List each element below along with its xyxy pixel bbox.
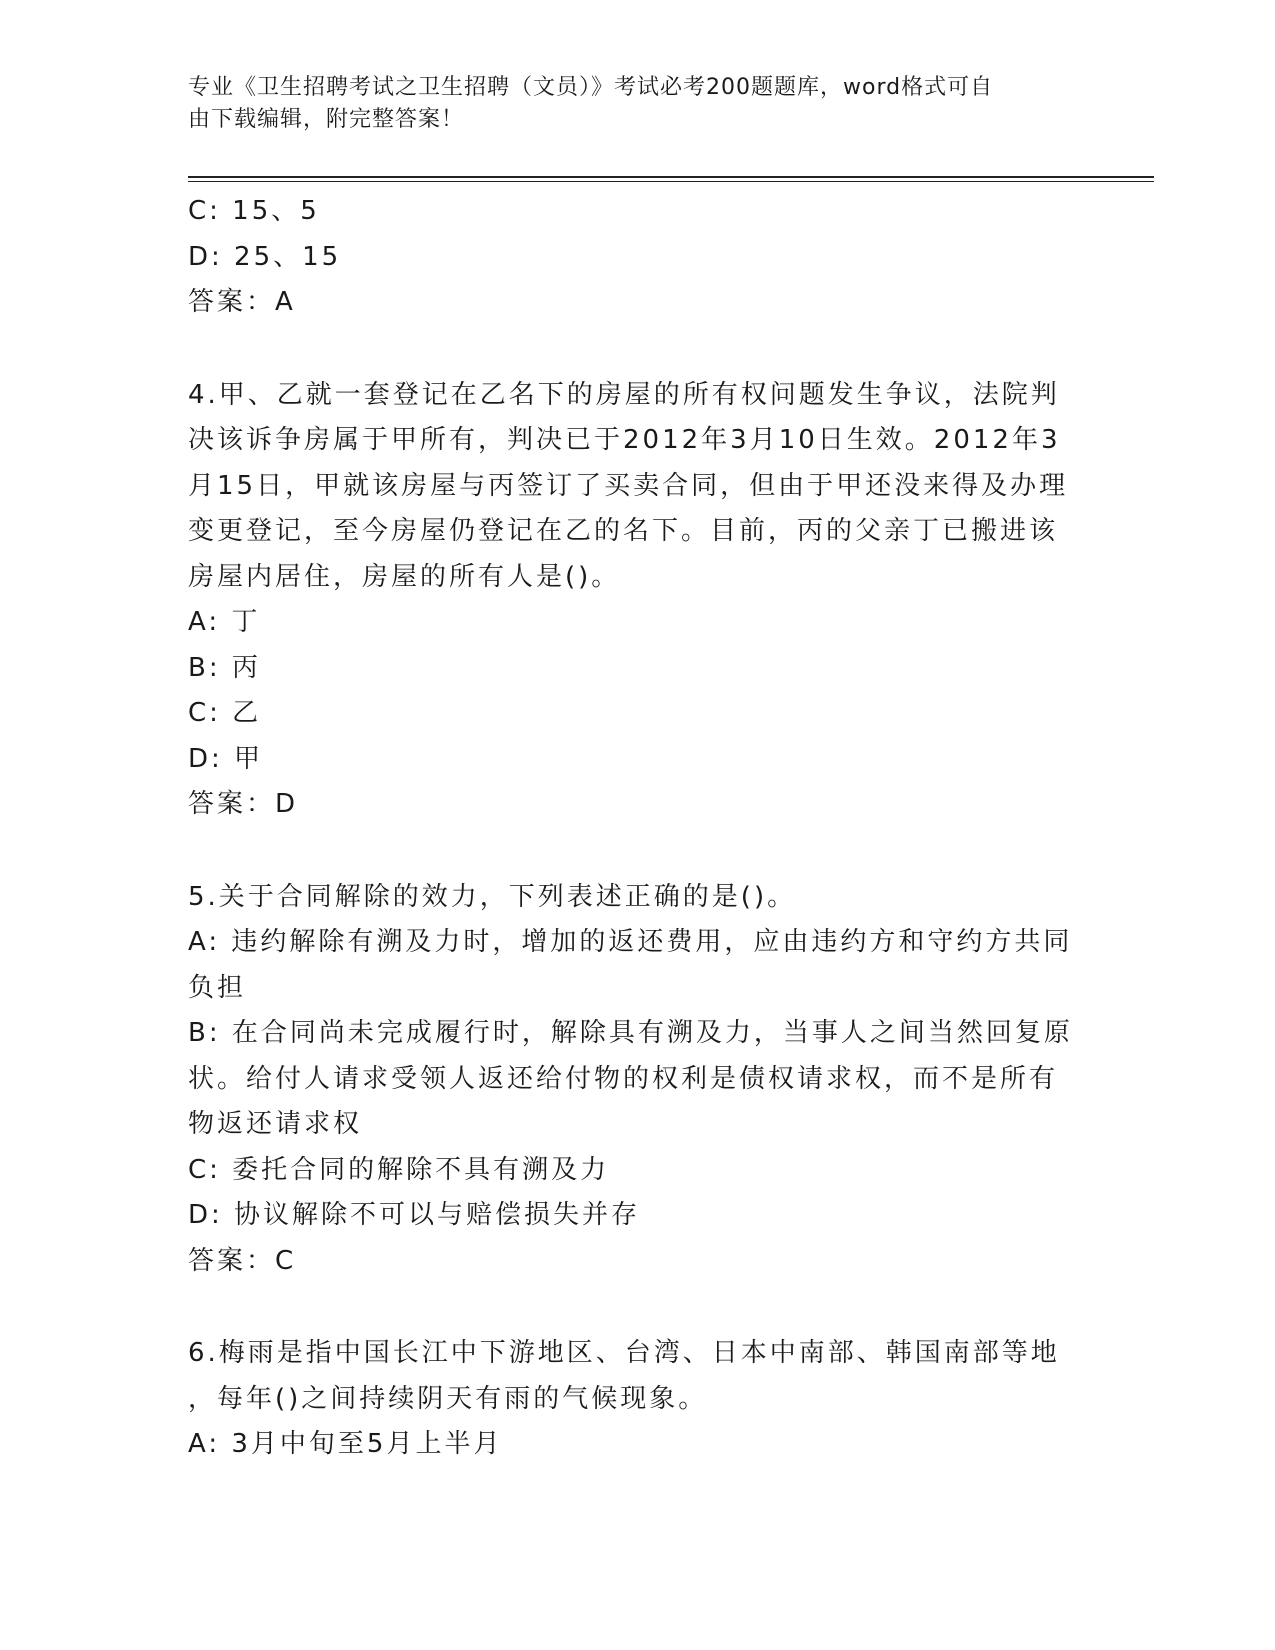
q4-option-d: D: 甲 xyxy=(188,743,264,774)
q5-option-a-line-1: A: 违约解除有溯及力时，增加的返还费用，应由违约方和守约方共同 xyxy=(188,927,1073,957)
q4-stem-line-3: 月15日，甲就该房屋与丙签订了买卖合同，但由于甲还没来得及办理 xyxy=(188,470,1069,501)
q5-stem: 5.关于合同解除的效力，下列表述正确的是()。 xyxy=(188,881,797,912)
question-5 xyxy=(188,875,1078,1285)
q4-option-a: A: 丁 xyxy=(188,607,261,637)
header-line-2: 由下载编辑，附完整答案！ xyxy=(188,107,465,132)
q5-option-b-line-2: 状。给付人请求受领人返还给付物的权利是债权请求权，而不是所有 xyxy=(188,1063,1059,1094)
question-content xyxy=(188,189,1078,1468)
question-6 xyxy=(188,1331,1078,1468)
q6-stem-line-1: 6.梅雨是指中国长江中下游地区、台湾、日本中南部、韩国南部等地 xyxy=(188,1338,1060,1368)
q6-option-a: A: 3月中旬至5月上半月 xyxy=(188,1429,503,1459)
q3-option-c: C: 15、5 xyxy=(188,196,320,226)
q4-stem-line-4: 变更登记，至今房屋仍登记在乙的名下。目前，丙的父亲丁已搬进该 xyxy=(188,516,1059,546)
spacer xyxy=(188,1284,1078,1331)
header-divider-thin xyxy=(188,181,1154,182)
question-4 xyxy=(188,373,1078,828)
q5-option-d: D: 协议解除不可以与赔偿损失并存 xyxy=(188,1200,641,1230)
q6-stem-line-2: ，每年()之间持续阴天有雨的气候现象。 xyxy=(188,1383,708,1414)
q4-stem-line-5: 房屋内居住，房屋的所有人是()。 xyxy=(188,561,621,592)
q3-option-d: D: 25、15 xyxy=(188,241,342,272)
header-line-1: 专业《卫生招聘考试之卫生招聘（文员）》考试必考200题题库，word格式可自 xyxy=(188,75,994,100)
q5-option-a-line-2: 负担 xyxy=(188,972,247,1003)
page-header xyxy=(188,72,1068,136)
q5-option-b-line-3: 物返还请求权 xyxy=(188,1109,363,1139)
spacer xyxy=(188,828,1078,875)
q5-option-c: C: 委托合同的解除不具有溯及力 xyxy=(188,1154,610,1185)
q5-answer: 答案：C xyxy=(188,1245,297,1276)
spacer xyxy=(188,326,1078,373)
q3-answer: 答案：A xyxy=(188,287,296,317)
q5-option-b-line-1: B: 在合同尚未完成履行时，解除具有溯及力，当事人之间当然回复原 xyxy=(188,1018,1073,1048)
q4-answer: 答案：D xyxy=(188,789,299,819)
q4-option-b: B: 丙 xyxy=(188,652,261,683)
header-divider-thick xyxy=(188,176,1154,178)
q4-stem-line-1: 4.甲、乙就一套登记在乙名下的房屋的所有权问题发生争议，法院判 xyxy=(188,379,1060,410)
q4-stem-line-2: 决该诉争房属于甲所有，判决已于2012年3月10日生效。2012年3 xyxy=(188,425,1061,455)
q4-option-c: C: 乙 xyxy=(188,698,262,728)
